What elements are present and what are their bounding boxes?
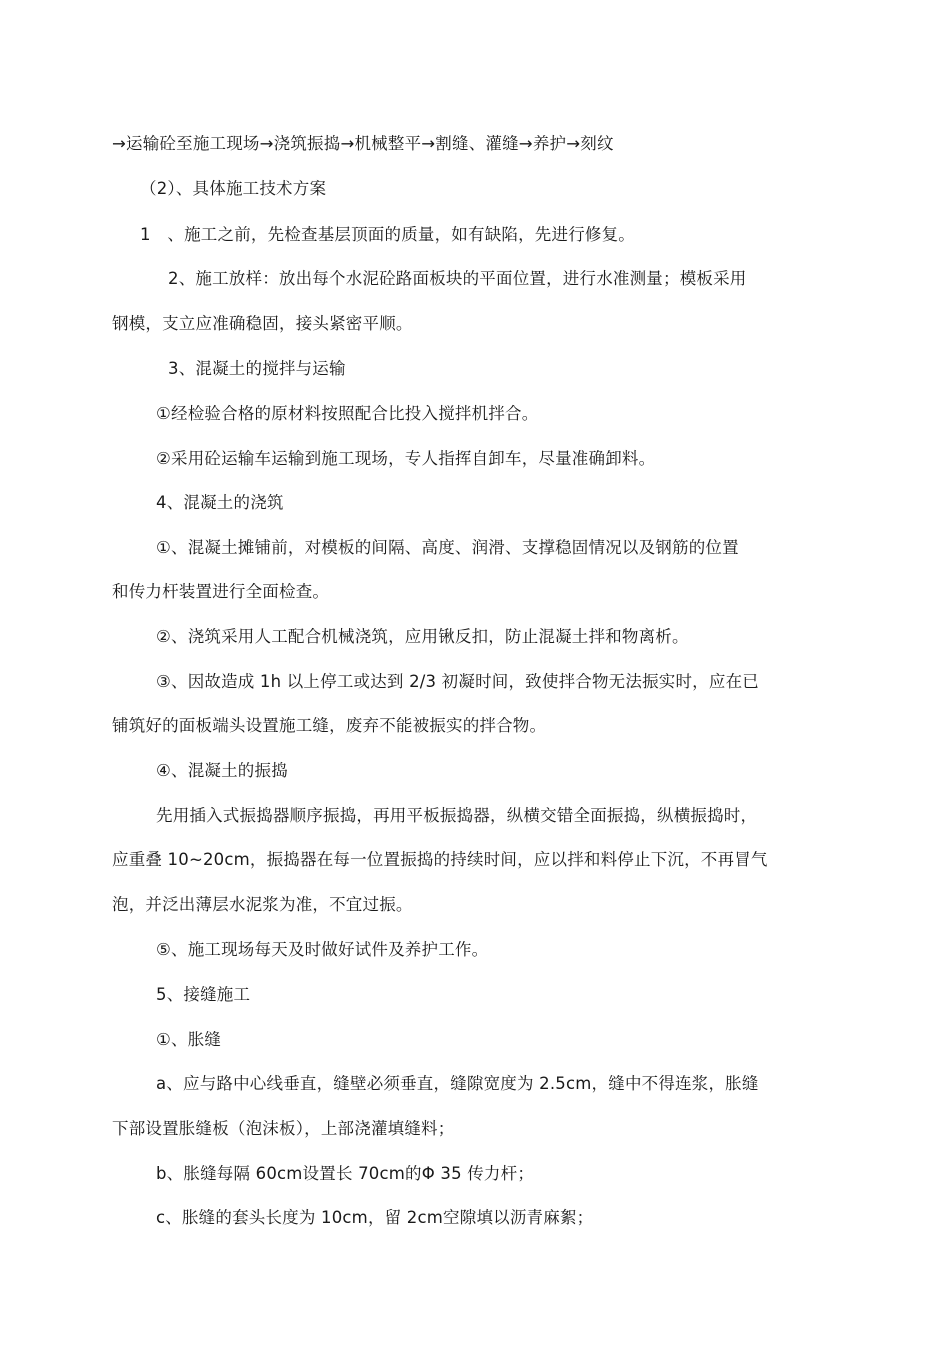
vibration-paragraph-cont-2: 泡，并泛出薄层水泥浆为准，不宜过振。 — [112, 895, 413, 914]
step-4-item-3: ③、因故造成 1h 以上停工或达到 2/3 初凝时间，致使拌合物无法振实时，应在已 — [156, 672, 759, 691]
process-flow-line: →运输砼至施工现场→浇筑振捣→机械整平→割缝、灌缝→养护→刻纹 — [112, 134, 614, 153]
step-4-item-3-cont: 铺筑好的面板端头设置施工缝，废弃不能被振实的拌合物。 — [112, 716, 547, 735]
step-4-item-5: ⑤、施工现场每天及时做好试件及养护工作。 — [156, 940, 489, 959]
step-4-item-4-heading: ④、混凝土的振捣 — [156, 761, 288, 780]
step-3-heading: 3、混凝土的搅拌与运输 — [168, 359, 346, 378]
expansion-joint-item-c: c、胀缝的套头长度为 10cm，留 2cm空隙填以沥青麻絮； — [156, 1208, 594, 1227]
section-heading: （2）、具体施工技术方案 — [140, 179, 327, 198]
step-2-paragraph-cont: 钢模，支立应准确稳固，接头紧密平顺。 — [112, 314, 413, 333]
expansion-joint-item-a-cont: 下部设置胀缝板（泡沫板），上部浇灌填缝料； — [112, 1119, 455, 1138]
step-1-paragraph: 1 、施工之前，先检查基层顶面的质量，如有缺陷，先进行修复。 — [140, 225, 635, 244]
expansion-joint-heading: ①、胀缝 — [156, 1030, 222, 1049]
step-3-item-1: ①经检验合格的原材料按照配合比投入搅拌机拌合。 — [156, 404, 539, 423]
step-5-heading: 5、接缝施工 — [156, 985, 251, 1004]
vibration-paragraph: 先用插入式振捣器顺序振捣，再用平板振捣器，纵横交错全面振捣，纵横振捣时， — [156, 806, 758, 825]
step-4-item-2: ②、浇筑采用人工配合机械浇筑，应用锹反扣，防止混凝土拌和物离析。 — [156, 627, 689, 646]
vibration-paragraph-cont-1: 应重叠 10~20cm，振捣器在每一位置振捣的持续时间，应以拌和料停止下沉，不再冒气 — [112, 850, 768, 869]
step-4-item-1-cont: 和传力杆装置进行全面检查。 — [112, 582, 330, 601]
step-2-paragraph: 2、施工放样：放出每个水泥砼路面板块的平面位置，进行水准测量；模板采用 — [168, 269, 747, 288]
expansion-joint-item-b: b、胀缝每隔 60cm设置长 70cm的Φ 35 传力杆； — [156, 1164, 535, 1183]
step-3-item-2: ②采用砼运输车运输到施工现场，专人指挥自卸车，尽量准确卸料。 — [156, 449, 656, 468]
step-4-item-1: ①、混凝土摊铺前，对模板的间隔、高度、润滑、支撑稳固情况以及钢筋的位置 — [156, 538, 739, 557]
step-4-heading: 4、混凝土的浇筑 — [156, 493, 284, 512]
expansion-joint-item-a: a、应与路中心线垂直，缝壁必须垂直，缝隙宽度为 2.5cm，缝中不得连浆，胀缝 — [156, 1074, 759, 1093]
